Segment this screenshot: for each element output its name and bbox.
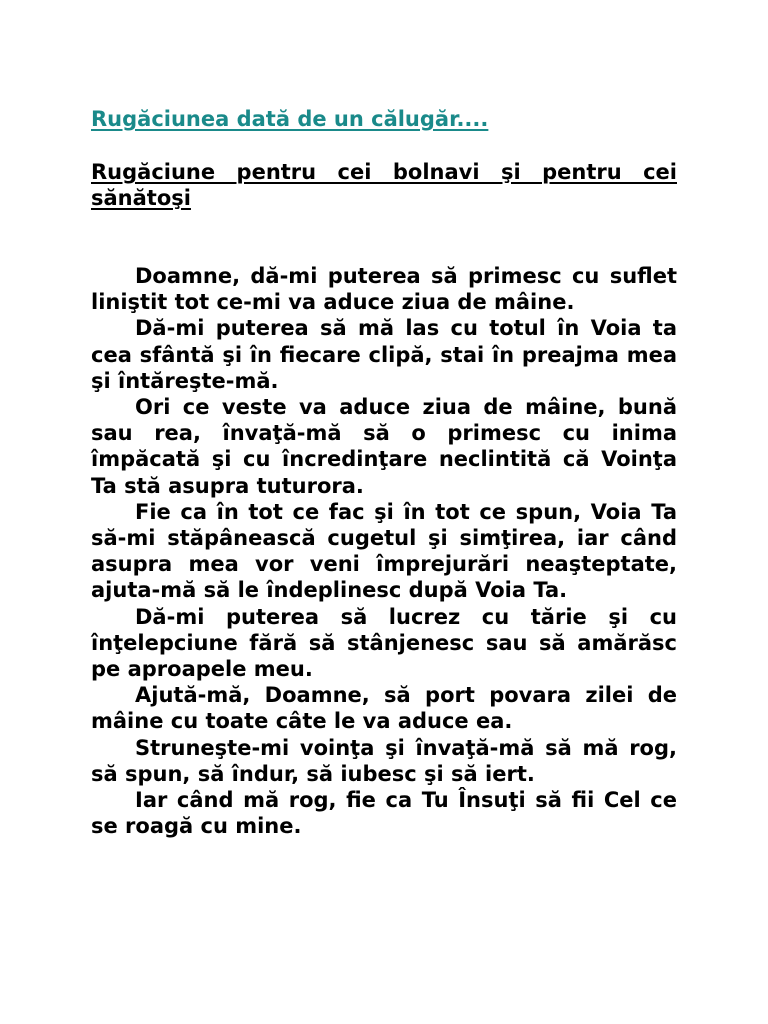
document-subtitle: Rugăciune pentru cei bolnavi şi pentru cei sănătoşi [91,160,677,210]
paragraph: Fie ca în tot ce fac şi în tot ce spun, Voia Ta să-mi stăpânească cugetul şi simţirea, iar când asupra mea vor veni împrejurări neaşteptate, ajuta-mă să le îndeplinesc după Voia Ta. [91,499,677,603]
document-body [91,263,677,839]
document-title-link[interactable]: Rugăciunea dată de un călugăr.... [91,107,489,131]
paragraph: Dă-mi puterea să mă las cu totul în Voia ta cea sfântă şi în fiecare clipă, stai în preajma mea şi întăreşte-mă. [91,316,677,393]
paragraph: Ori ce veste va aduce ziua de mâine, bună sau rea, învaţă-mă să o primesc cu inima împăcată şi cu încredinţare neclintită că Voinţa Ta stă asupra tuturora. [91,395,677,498]
paragraph: Ajută-mă, Doamne, să port povara zilei de mâine cu toate câte le va aduce ea. [91,683,677,734]
paragraph: Doamne, dă-mi puterea să primesc cu suflet liniştit tot ce-mi va aduce ziua de mâine. [91,264,677,315]
paragraph: Struneşte-mi voinţa şi învaţă-mă să mă rog, să spun, să îndur, să iubesc şi să iert. [91,735,677,786]
paragraph: Dă-mi puterea să lucrez cu tărie şi cu înţelepciune fără să stânjenesc sau să amărăsc pe aproapele meu. [91,604,677,682]
paragraph: Iar când mă rog, fie ca Tu Însuţi să fii Cel ce se roagă cu mine. [91,788,677,839]
